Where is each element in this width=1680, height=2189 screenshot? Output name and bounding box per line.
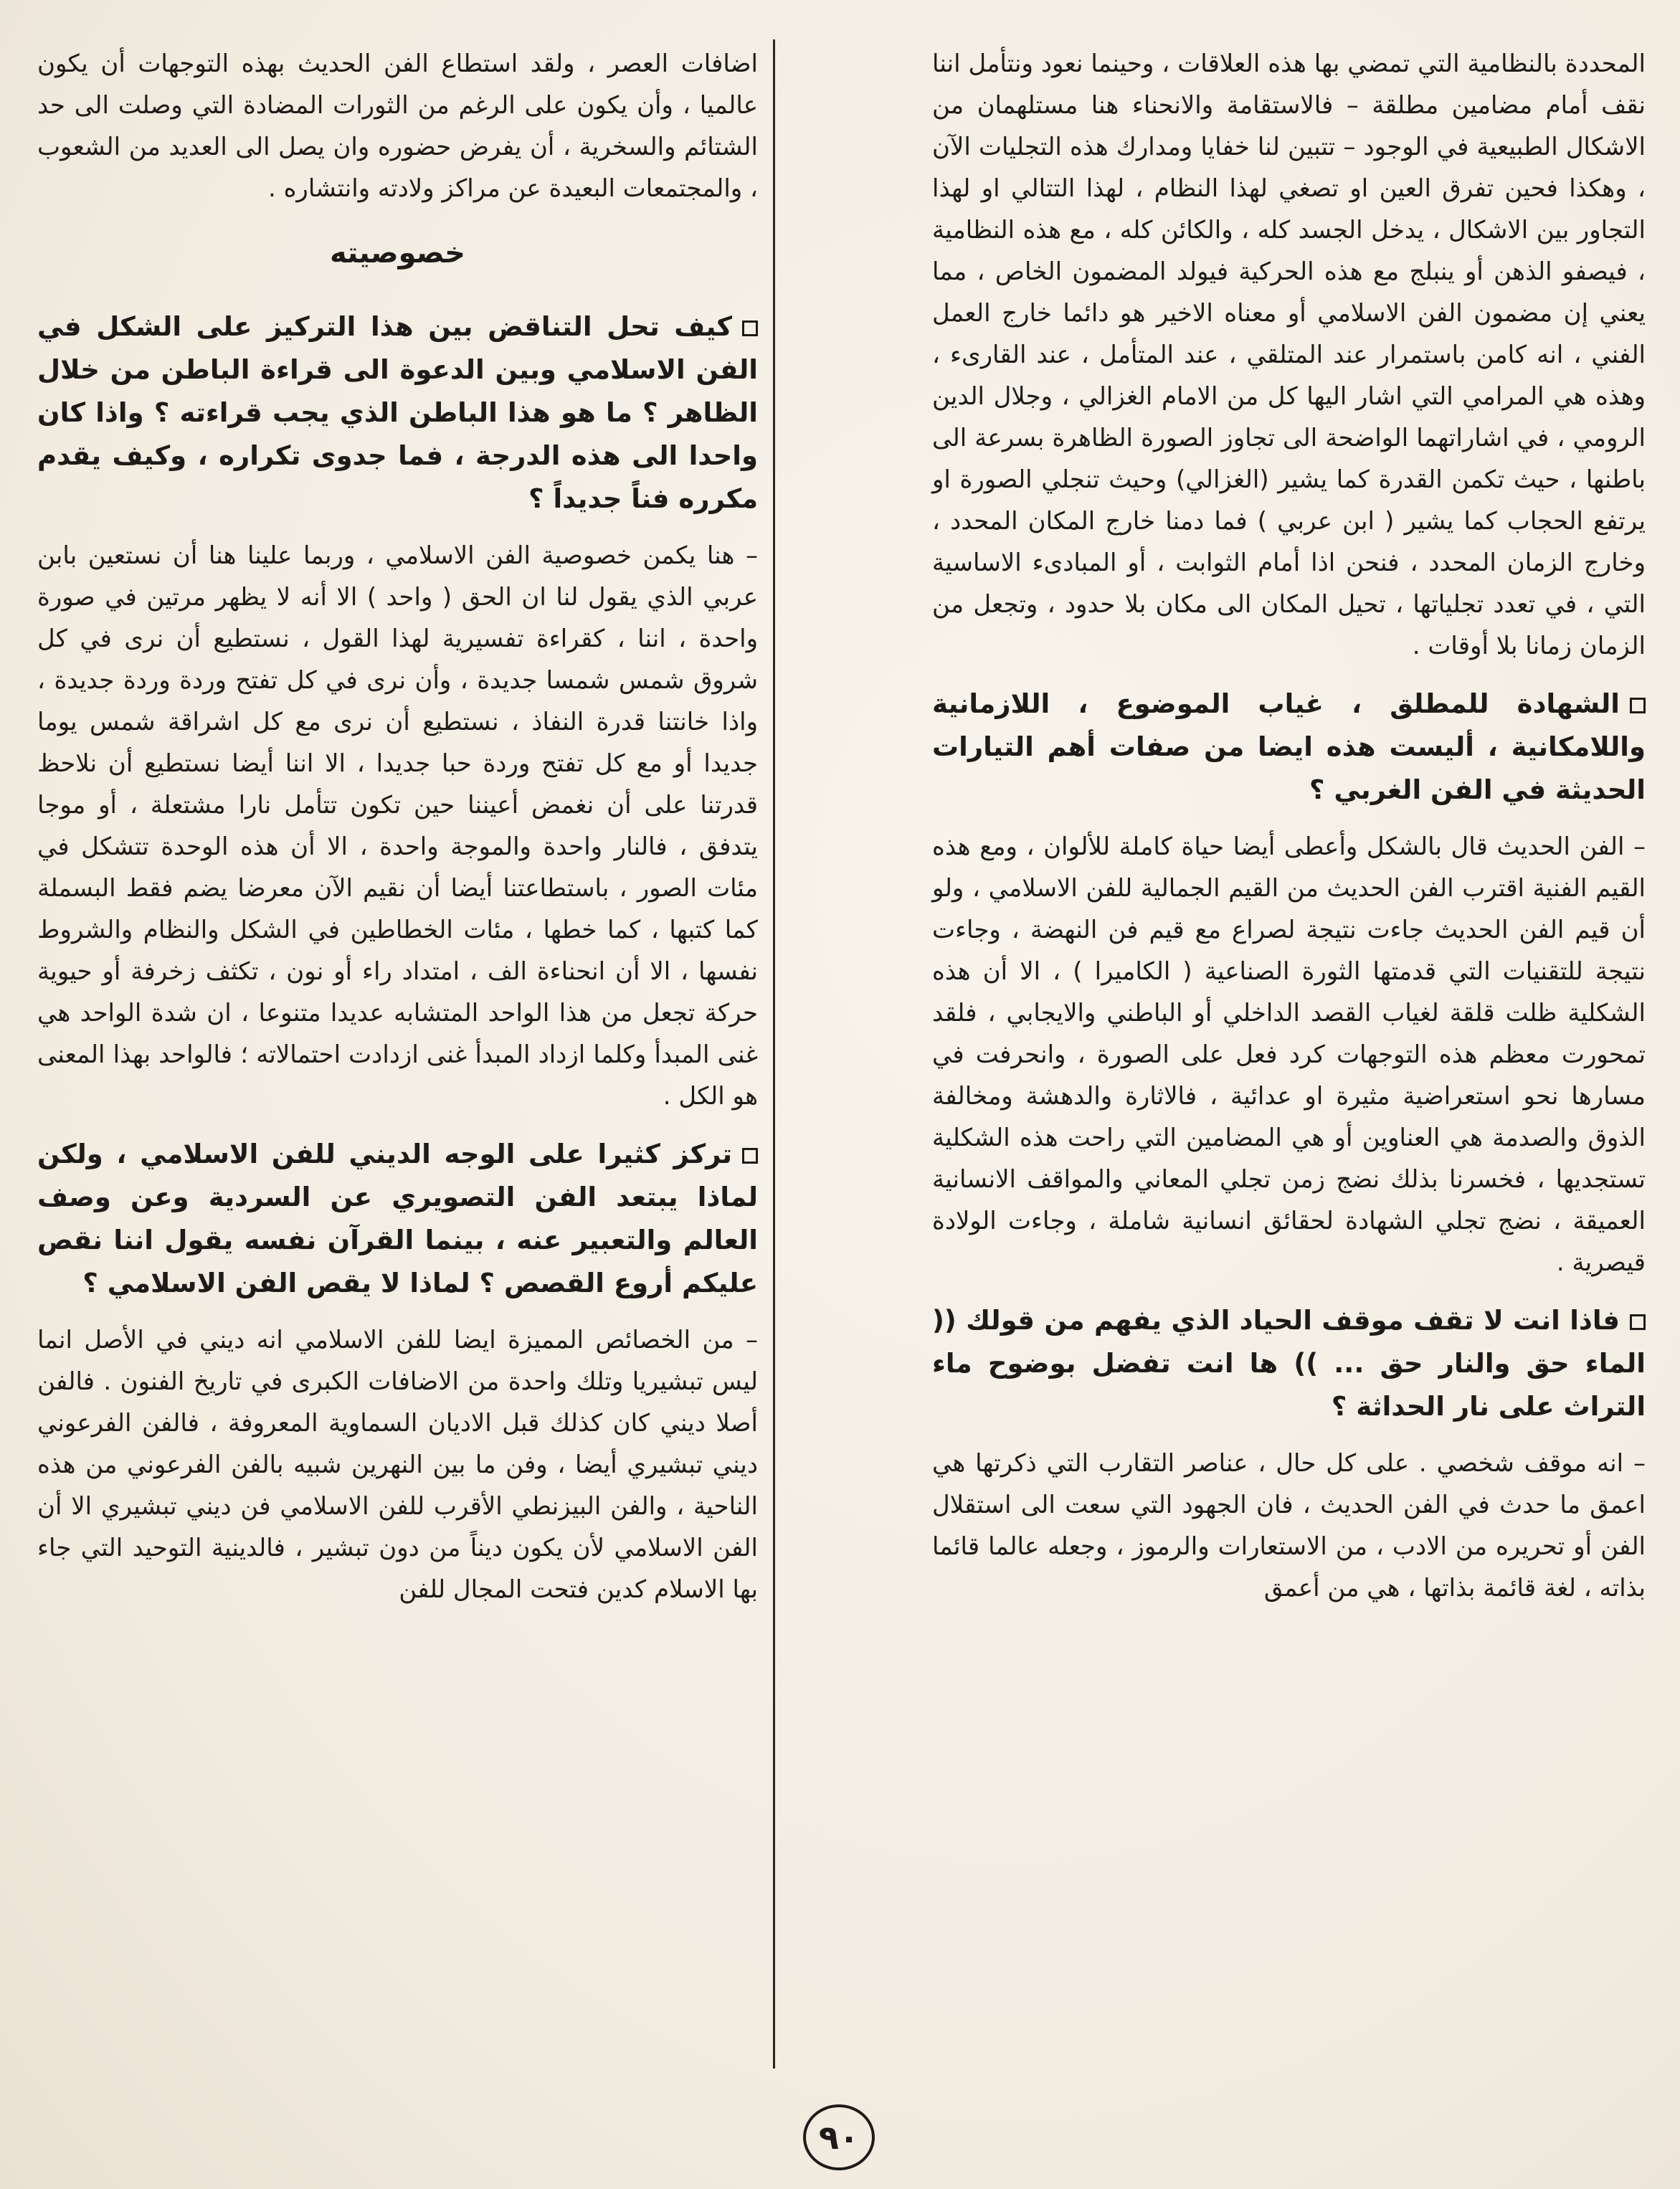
square-bullet-icon bbox=[742, 320, 758, 336]
left-column bbox=[37, 43, 758, 1610]
question-text: كيف تحل التناقض بين هذا التركيز على الشكل في الفن الاسلامي وبين الدعوة الى قراءة الباطن من خلال الظاهر ؟ ما هو هذا الباطن الذي يجب قراءته ؟ واذا كان واحدا الى هذه الدرجة ، فما جدوى تكراره ، وكيف يقدم مكرره فناً جديداً ؟ bbox=[37, 311, 758, 514]
square-bullet-icon bbox=[1630, 1314, 1646, 1330]
question-text: فاذا انت لا تقف موقف الحياد الذي يفهم من قولك (( الماء حق والنار حق ... )) ها انت تفضل بوضوح ماء التراث على نار الحداثة ؟ bbox=[932, 1305, 1646, 1422]
paragraph: المحددة بالنظامية التي تمضي بها هذه العلاقات ، وحينما نعود ونتأمل اننا نقف أمام مضامين مطلقة – فالاستقامة والانحناء هنا مستلهمان من الاشكال الطبيعية في الوجود – تتبين لنا خفايا ومدارك هذه التجليات الآن ، وهكذا فحين تفرق العين او تصغي لهذا النظام ، لهذا التتالي او لهذا التجاور بين الاشكال ، يدخل الجسد كله ، والكائن كله ، مع هذه النظامية ، فيصفو الذهن أو ينبلج مع هذه الحركية فيولد المضمون الخاص ، مما يعني إن مضمون الفن الاسلامي أو معناه الاخير هو دائما خارج العمل الفني ، انه كامن باستمرار عند المتلقي ، عند المتأمل ، عند القارىء ، وهذه هي المرامي التي اشار اليها كل من الامام الغزالي ، وجلال الدين الرومي ، في اشاراتهما الواضحة الى تجاوز الصورة الظاهرة بسرعة الى باطنها ، حيث تكمن القدرة كما يشير (الغزالي) وحيث تنجلي الصورة او يرتفع الحجاب كما يشير ( ابن عربي ) فما دمنا خارج المكان المحدد ، وخارج الزمان المحدد ، فنحن اذا أمام الثوابت ، أو المبادىء الاساسية التي ، في تعدد تجلياتها ، تحيل المكان الى مكان بلا حدود ، وتجعل من الزمان زمانا بلا أوقات . bbox=[932, 49, 1646, 660]
question-text: الشهادة للمطلق ، غياب الموضوع ، اللازمانية واللامكانية ، أليست هذه ايضا من صفات أهم التيارات الحديثة في الفن الغربي ؟ bbox=[932, 688, 1646, 805]
paragraph: – هنا يكمن خصوصية الفن الاسلامي ، وربما علينا هنا أن نستعين بابن عربي الذي يقول لنا ان الحق ( واحد ) الا أنه لا يظهر مرتين في صورة واحدة ، اننا ، كقراءة تفسيرية لهذا القول ، نستطيع أن نرى في كل شروق شمس شمسا جديدة ، وأن نرى في كل تفتح وردة وردة جديدة ، واذا خانتنا قدرة النفاذ ، نستطيع أن نرى مع كل اشراقة شمس يوما جديدا أو مع كل تفتح وردة حبا جديدا ، الا اننا أيضا نستطيع أن نلاحظ قدرتنا على أن نغمض أعيننا حين تكون تتأمل نارا مشتعلة ، أو موجا يتدفق ، فالنار واحدة والموجة واحدة ، الا أن هذه الوحدة تتشكل في مئات الصور ، باستطاعتنا أيضا أن نقيم الآن معرضا يضم فقط البسملة كما كتبها ، كما خطها ، مئات الخطاطين في الشكل والنظام والشروط نفسها ، الا أن انحناءة الف ، امتداد راء أو نون ، تكثف زخرفة أو حيوية حركة تجعل من هذا الواحد المتشابه عديدا متنوعا ، ان شدة الواحد هي غنى المبدأ وكلما ازداد المبدأ غنى ازدادت احتمالاته ؛ فالواحد بهذا المعنى هو الكل . bbox=[37, 541, 758, 1111]
paragraph: اضافات العصر ، ولقد استطاع الفن الحديث بهذه التوجهات أن يكون عالميا ، وأن يكون على الرغم من الثورات المضادة التي وصلت الى حد الشتائم والسخرية ، أن يفرض حضوره وان يصل الى العديد من الشعوب ، والمجتمعات البعيدة عن مراكز ولادته وانتشاره . bbox=[37, 49, 758, 203]
interview-question bbox=[932, 1299, 1646, 1428]
square-bullet-icon bbox=[742, 1148, 758, 1164]
square-bullet-icon bbox=[1630, 698, 1646, 713]
interview-question bbox=[932, 683, 1646, 812]
column-divider bbox=[773, 39, 775, 2069]
paragraph: – انه موقف شخصي . على كل حال ، عناصر التقارب التي ذكرتها هي اعمق ما حدث في الفن الحديث ، فان الجهود التي سعت الى استقلال الفن أو تحريره من الادب ، من الاستعارات والرموز ، وجعله عالما قائما بذاته ، لغة قائمة بذاتها ، هي من أعمق bbox=[932, 1449, 1646, 1602]
interview-question bbox=[37, 305, 758, 521]
interview-question bbox=[37, 1133, 758, 1305]
right-column bbox=[932, 43, 1646, 1609]
paragraph: – الفن الحديث قال بالشكل وأعطى أيضا حياة كاملة للألوان ، ومع هذه القيم الفنية اقترب الفن الحديث من القيم الجمالية للفن الاسلامي ، ولو أن قيم الفن الحديث جاءت نتيجة لصراع مع قيم فن النهضة ، وجاءت نتيجة للتقنيات التي قدمتها الثورة الصناعية ( الكاميرا ) ، الا أن هذه الشكلية ظلت قلقة لغياب القصد الداخلي أو الباطني والايجابي ، فلقد تمحورت معظم هذه التوجهات كرد فعل على الصورة ، وانحرفت في مسارها نحو استعراضية مثيرة او عدائية ، فالاثارة والدهشة ومخالفة الذوق والصدمة هي العناوين أو هي المضامين التي راحت هذه الشكلية تستجديها ، فخسرنا بذلك نضج زمن تجلي المعاني والمواقف الانسانية العميقة ، نضج تجلي الشهادة لحقائق انسانية شاملة ، وجاءت الولادة قيصرية . bbox=[932, 832, 1646, 1277]
paragraph: – من الخصائص المميزة ايضا للفن الاسلامي انه ديني في الأصل انما ليس تبشيريا وتلك واحدة من الاضافات الكبرى في تاريخ الفنون . فالفن أصلا ديني كان كذلك قبل الاديان السماوية المعروفة ، فالفن الفرعوني ديني تبشيري أيضا ، وفن ما بين النهرين شبيه بالفن الفرعوني من هذه الناحية ، والفن البيزنطي الأقرب للفن الاسلامي فن ديني تبشيري الا أن الفن الاسلامي لأن يكون ديناً من دون تبشير ، فالدينية التوحيد التي جاء بها الاسلام كدين فتحت المجال للفن bbox=[37, 1326, 758, 1604]
page-number: ٩٠ bbox=[803, 2104, 875, 2170]
question-text: تركز كثيرا على الوجه الديني للفن الاسلامي ، ولكن لماذا يبتعد الفن التصويري عن السردية وعن وصف العالم والتعبير عنه ، بينما القرآن نفسه يقول اننا نقص عليكم أروع القصص ؟ لماذا لا يقص الفن الاسلامي ؟ bbox=[37, 1139, 758, 1298]
section-heading: خصوصيته bbox=[330, 237, 465, 270]
